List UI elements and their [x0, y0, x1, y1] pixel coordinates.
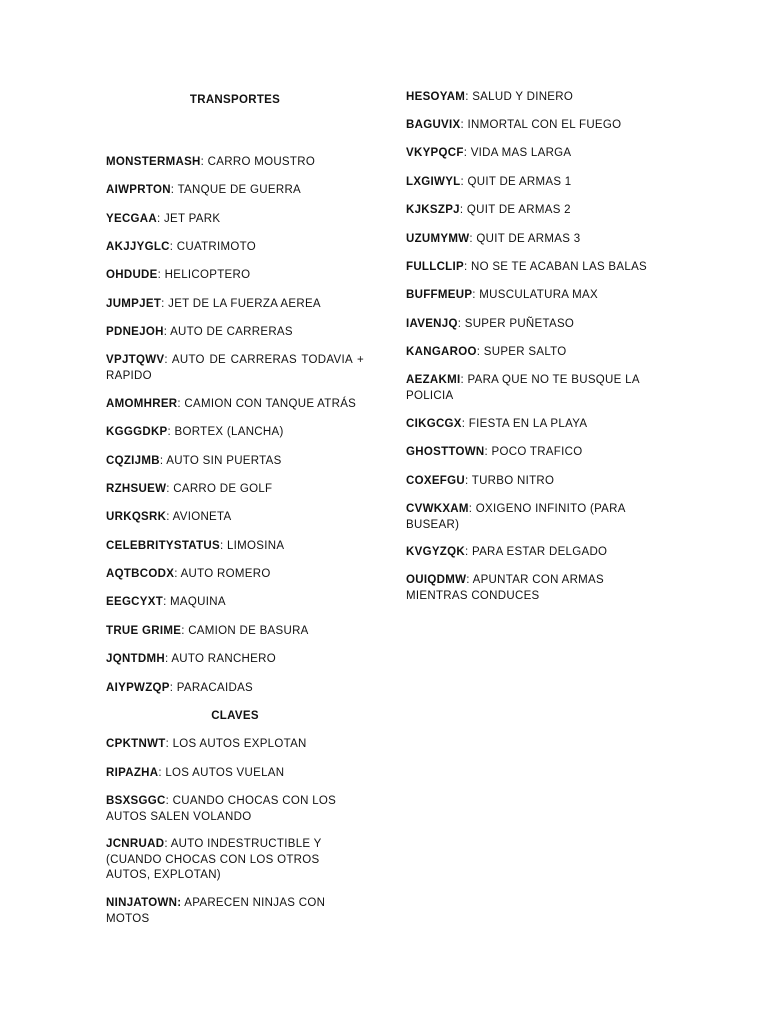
cheat-description: INMORTAL CON EL FUEGO: [464, 119, 622, 131]
cheat-entry: [106, 454, 364, 470]
cheat-separator: :: [476, 346, 481, 358]
cheat-description: AUTO RANCHERO: [168, 653, 276, 665]
cheat-entry: [406, 345, 664, 361]
cheat-entry: [106, 183, 364, 199]
cheat-separator: :: [157, 213, 161, 225]
cheat-description: QUIT DE ARMAS 1: [464, 176, 572, 188]
cheat-description: POCO TRAFICO: [488, 446, 583, 458]
cheat-code: KGGGDKP: [106, 426, 168, 438]
cheat-description: AUTO DE CARRERAS TODAVIA + RAPIDO: [106, 354, 364, 382]
cheat-separator: :: [464, 475, 469, 487]
cheat-description: CAMION DE BASURA: [184, 625, 309, 637]
cheat-code: EEGCYXT: [106, 596, 164, 608]
cheat-entry: [106, 397, 364, 413]
cheat-description: PARA ESTAR DELGADO: [468, 546, 608, 558]
cheat-separator: :: [164, 354, 168, 366]
cheat-separator: :: [460, 176, 464, 188]
cheat-description: FIESTA EN LA PLAYA: [465, 418, 588, 430]
cheat-description: MAQUINA: [166, 596, 226, 608]
cheat-separator: :: [181, 625, 185, 637]
cheat-entry: [106, 240, 364, 256]
cheat-description: PARACAIDAS: [173, 682, 254, 694]
cheat-entry: [106, 353, 364, 384]
cheat-code: GHOSTTOWN: [406, 446, 485, 458]
cheat-description: TANQUE DE GUERRA: [174, 184, 302, 196]
cheat-description: CARRO DE GOLF: [169, 483, 273, 495]
cheat-code: AIWPRTON: [106, 184, 171, 196]
cheat-code: JUMPJET: [106, 298, 162, 310]
cheat-description: APUNTAR CON ARMAS MIENTRAS CONDUCES: [406, 574, 604, 602]
cheat-entry: [106, 567, 364, 583]
cheat-description: JET PARK: [160, 213, 221, 225]
cheat-description: TURBO NITRO: [468, 475, 555, 487]
cheat-separator: :: [158, 767, 162, 779]
cheat-description: SUPER PUÑETASO: [461, 318, 575, 330]
cheat-code: COXEFGU: [406, 475, 465, 487]
cheat-entry: [406, 573, 664, 604]
cheat-code: RZHSUEW: [106, 483, 167, 495]
cheat-separator: :: [170, 184, 175, 196]
cheat-description: SALUD Y DINERO: [468, 91, 574, 103]
cheat-entry: [406, 90, 664, 106]
cheat-entry: [106, 155, 364, 171]
cheat-separator: :: [166, 511, 170, 523]
cheat-description: NO SE TE ACABAN LAS BALAS: [467, 261, 648, 273]
cheat-code: CQZIJMB: [106, 455, 160, 467]
cheat-separator: :: [459, 204, 464, 216]
cheat-description: BORTEX (LANCHA): [171, 426, 284, 438]
cheat-separator: :: [166, 483, 170, 495]
cheat-entry: [406, 175, 664, 191]
heading-claves: CLAVES: [211, 710, 259, 722]
cheat-description: AUTO DE CARRERAS: [167, 326, 293, 338]
cheat-entry: [106, 595, 364, 611]
cheat-code: BSXSGGC: [106, 795, 166, 807]
cheat-code: KJKSZPJ: [406, 204, 460, 216]
cheat-separator: :: [469, 233, 473, 245]
cheat-separator: :: [468, 503, 473, 515]
cheat-separator: :: [463, 147, 468, 159]
cheat-separator: :: [163, 596, 167, 608]
cheat-code: JQNTDMH: [106, 653, 165, 665]
cheat-description: QUIT DE ARMAS 2: [463, 204, 571, 216]
cheat-entry: [106, 794, 364, 825]
cheat-separator: :: [174, 568, 178, 580]
cheat-code: PDNEJOH: [106, 326, 164, 338]
cheat-separator: :: [165, 738, 170, 750]
cheat-separator: :: [200, 156, 205, 168]
cheat-description: CARRO MOUSTRO: [204, 156, 316, 168]
cheat-separator: :: [169, 682, 174, 694]
cheat-separator: :: [157, 269, 162, 281]
cheat-code: CELEBRITYSTATUS: [106, 540, 220, 552]
cheat-code: AMOMHRER: [106, 398, 178, 410]
cheat-description: AUTO SIN PUERTAS: [163, 455, 282, 467]
cheat-entry: [106, 212, 364, 228]
cheat-description: AVIONETA: [169, 511, 232, 523]
cheat-entry: [106, 837, 364, 884]
cheat-separator: :: [177, 398, 181, 410]
cheat-description: AUTO ROMERO: [177, 568, 271, 580]
cheat-entry: [106, 425, 364, 441]
cheat-entry: [106, 268, 364, 284]
cheat-description: OXIGENO INFINITO (PARA BUSEAR): [406, 503, 626, 531]
cheat-entry: [406, 118, 664, 134]
cheat-entry: [406, 232, 664, 248]
cheat-code: CIKGCGX: [406, 418, 462, 430]
cheat-code: RIPAZHA: [106, 767, 159, 779]
cheat-separator: :: [169, 241, 174, 253]
cheat-code: AQTBCODX: [106, 568, 175, 580]
cheat-code: NINJATOWN:: [106, 897, 182, 909]
heading-transportes: TRANSPORTES: [189, 94, 281, 106]
cheat-separator: :: [460, 119, 464, 131]
cheat-description: QUIT DE ARMAS 3: [472, 233, 581, 245]
cheat-code: KANGAROO: [406, 346, 477, 358]
cheat-code: VKYPQCF: [406, 147, 464, 159]
cheat-separator: :: [460, 374, 464, 386]
cheat-entry: [106, 624, 364, 640]
cheat-separator: :: [464, 546, 469, 558]
cheat-entry: [106, 325, 364, 341]
cheat-code: UZUMYMW: [406, 233, 470, 245]
cheat-entry: [106, 896, 364, 927]
cheat-separator: :: [463, 261, 468, 273]
cheat-code: YECGAA: [106, 213, 158, 225]
cheat-code: URKQSRK: [106, 511, 167, 523]
cheat-code: CPKTNWT: [106, 738, 166, 750]
cheat-description: SUPER SALTO: [480, 346, 567, 358]
cheat-entry: [106, 297, 364, 313]
cheat-entry: [106, 652, 364, 668]
cheat-entry: [406, 417, 664, 433]
cheat-code: VPJTQWV: [106, 354, 165, 366]
cheat-separator: :: [484, 446, 489, 458]
cheat-entry: [406, 445, 664, 461]
cheat-code: MONSTERMASH: [106, 156, 201, 168]
cheat-code: HESOYAM: [406, 91, 466, 103]
cheat-description: MUSCULATURA MAX: [475, 289, 598, 301]
cheat-code: FULLCLIP: [406, 261, 464, 273]
cheat-separator: :: [466, 574, 470, 586]
cheat-entry: [106, 482, 364, 498]
cheat-code: JCNRUAD: [106, 838, 165, 850]
cheat-entry: [406, 545, 664, 561]
cheat-code: TRUE GRIME: [106, 625, 182, 637]
cheat-code: BAGUVIX: [406, 119, 461, 131]
cheat-code: IAVENJQ: [406, 318, 458, 330]
cheat-description: AUTO INDESTRUCTIBLE Y (CUANDO CHOCAS CON LOS OTROS AUTOS, EXPLOTAN): [106, 838, 322, 881]
cheat-entry: [106, 766, 364, 782]
cheat-description: CUANDO CHOCAS CON LOS AUTOS SALEN VOLANDO: [106, 795, 337, 823]
cheat-code: BUFFMEUP: [406, 289, 473, 301]
cheat-entry: [106, 510, 364, 526]
cheat-description: APARECEN NINJAS CON MOTOS: [106, 897, 326, 925]
cheat-description: JET DE LA FUERZA AEREA: [164, 298, 321, 310]
cheat-code: OUIQDMW: [406, 574, 467, 586]
cheat-description: LOS AUTOS EXPLOTAN: [169, 738, 307, 750]
cheat-code: KVGYZQK: [406, 546, 465, 558]
cheat-separator: :: [219, 540, 224, 552]
cheat-separator: :: [161, 298, 165, 310]
cheat-code: OHDUDE: [106, 269, 158, 281]
cheat-entry: [106, 539, 364, 555]
cheat-description: PARA QUE NO TE BUSQUE LA POLICIA: [406, 374, 640, 402]
cheat-separator: :: [164, 838, 168, 850]
cheat-separator: :: [163, 326, 168, 338]
cheat-separator: :: [164, 653, 169, 665]
cheat-description: HELICOPTERO: [161, 269, 251, 281]
cheat-description: CAMION CON TANQUE ATRÁS: [180, 398, 357, 410]
cheat-description: LIMOSINA: [223, 540, 285, 552]
cheat-code: AKJJYGLC: [106, 241, 170, 253]
cheat-description: LOS AUTOS VUELAN: [161, 767, 285, 779]
cheat-entry: [406, 373, 664, 404]
cheat-description: CUATRIMOTO: [173, 241, 256, 253]
cheat-code: AIYPWZQP: [106, 682, 170, 694]
cheat-entry: [406, 474, 664, 490]
cheat-entry: [106, 681, 364, 697]
cheat-entry: [406, 288, 664, 304]
cheat-entry: [406, 260, 664, 276]
cheat-separator: :: [472, 289, 476, 301]
cheat-separator: :: [457, 318, 462, 330]
cheat-entry: [406, 502, 664, 533]
cheat-separator: :: [465, 91, 469, 103]
cheat-code: CVWKXAM: [406, 503, 469, 515]
cheat-entry: [406, 317, 664, 333]
cheat-separator: :: [159, 455, 164, 467]
cheat-description: VIDA MAS LARGA: [467, 147, 572, 159]
cheat-separator: :: [167, 426, 172, 438]
cheat-entry: [406, 146, 664, 162]
cheat-separator: :: [165, 795, 170, 807]
cheat-code: LXGIWYL: [406, 176, 461, 188]
cheat-separator: :: [461, 418, 466, 430]
cheat-entry: [106, 737, 364, 753]
cheat-entry: [406, 203, 664, 219]
cheat-code: AEZAKMI: [406, 374, 461, 386]
